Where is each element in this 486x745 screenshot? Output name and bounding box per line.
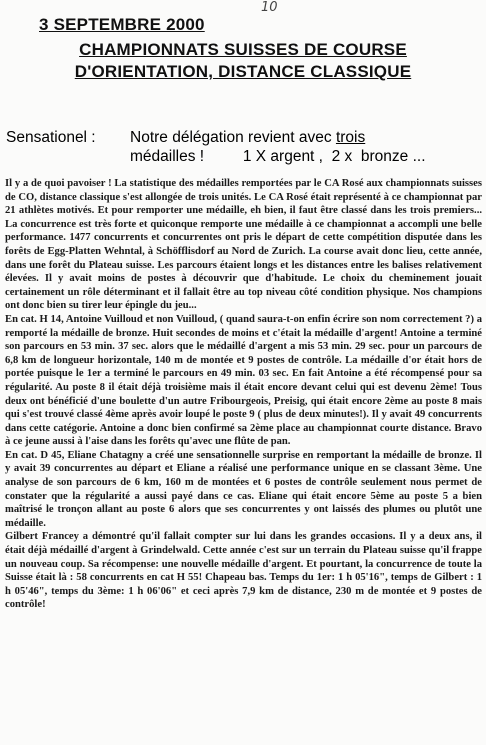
- article-title-line1: CHAMPIONNATS SUISSES DE COURSE: [79, 40, 407, 59]
- subtitle-line2: médailles ! 1 X argent , 2 x bronze ...: [130, 148, 426, 165]
- subtitle-line1: [130, 129, 365, 147]
- subtitle-line1-text: Notre délégation revient avec: [130, 129, 336, 146]
- paragraph-h14: En cat. H 14, Antoine Vuilloud et non Vuilloud, ( quand saura-t-on enfin écrire son nom correctement ?) a remporté la médaille de bronze. Huit secondes de moins et c'était la médaille d'argent! Antoine a terminé son parcours en 53 min. 37 sec. alors que le médaillé d'argent a mis 53 min. 29 sec. pour un parcours de 6,8 km de longueur horizontale, 140 m de montée et 9 postes de contrôle. La médaille d'or était hors de portée puisque le 1er a terminé le parcours en 49 min. 03 sec. En fait Antoine a été récompensé pour sa régularité. Au poste 8 il était déjà troisième mais il était encore devant celui qui est devenu 2ème! Tous deux ont bénéficié d'une boulette d'un autre Fribourgeois, Preisig, qui était encore 2ème au poste 8 mais qui s'est trouvé classé 4ème après avoir loupé le poste 9 ( plus de deux minutes!). Il y avait 49 concurrents dans cette catégorie. Antoine a donc bien confirmé sa 2ème place au championnat courte distance. Bravo à ce jeune aussi à l'aise dans les forêts qu'avec une flûte de pan.: [5, 313, 482, 448]
- paragraph-h55: Gilbert Francey a démontré qu'il fallait compter sur lui dans les grandes occasions. Il y a deux ans, il était déjà médaillé d'argent à Grindelwald. Cette année c'est sur un terrain du Plateau suisse qu'il frappe un nouveau coup. Sa récompense: une nouvelle médaille d'argent. Et pourtant, la concurrence de toute la Suisse était là : 58 concurrents en cat H 55! Chapeau bas. Temps du 1er: 1 h 05'16", temps de Gilbert : 1 h 05'46", temps du 3ème: 1 h 06'06" et ceci après 7,9 km de distance, 230 m de montée et 9 postes de contrôle!: [5, 531, 482, 611]
- paragraph-d45: En cat. D 45, Eliane Chatagny a créé une sensationnelle surprise en remportant la médaille de bronze. Il y avait 39 concurrentes au départ et Eliane a réalisé une performance unique en se classant 3ème. Une analyse de son parcours de 6 km, 160 m de montées et 6 postes de contrôle seulement nous permet de constater que la régularité a aussi payé dans ce cas. Eliane qui était encore 5ème au poste 5 a bien maîtrisé le tronçon allant au poste 6 alors que ses concurrentes y ont laissés des plumes ou plutôt une médaille.: [5, 449, 482, 529]
- subtitle: [6, 129, 484, 166]
- subtitle-underlined-word: trois: [335, 129, 366, 146]
- page-number: 10: [261, 0, 278, 15]
- article-body: [5, 177, 482, 612]
- paragraph-intro: Il y a de quoi pavoiser ! La statistique des médailles remportées par le CA Rosé aux championnats suisses de CO, distance classique s'est allongée de trois unités. Le CA Rosé était représenté à ce championnat par 21 athlètes motivés. Et pour remporter une médaille, eh bien, il faut être classé dans les trois premiers... La concurrence est très forte et quiconque remporte une médaille à ce championnat a accompli une belle performance. 1477 concurrents et concurrentes ont pris le départ de cette compétition disputée dans les forêts de Egg-Platten Wehntal, à Schöfflisdorf au Nord de Zurich. La course avait donc lieu, cette année, dans une forêt du Plateau suisse. Les parcours étaient longs et les distances entre les balises relativement élevées. Il y avait moins de postes à découvrir que d'habitude. Le choix du cheminement jouait certainement un rôle déterminant et il fallait être au top niveau côté condition physique. Nos champions ont donc bien su tirer leur épingle du jeu...: [5, 178, 482, 312]
- subtitle-label: Sensationel :: [6, 129, 96, 146]
- article-date: 3 SEPTEMBRE 2000: [39, 15, 205, 34]
- article-title-line2: D'ORIENTATION, DISTANCE CLASSIQUE: [74, 62, 412, 81]
